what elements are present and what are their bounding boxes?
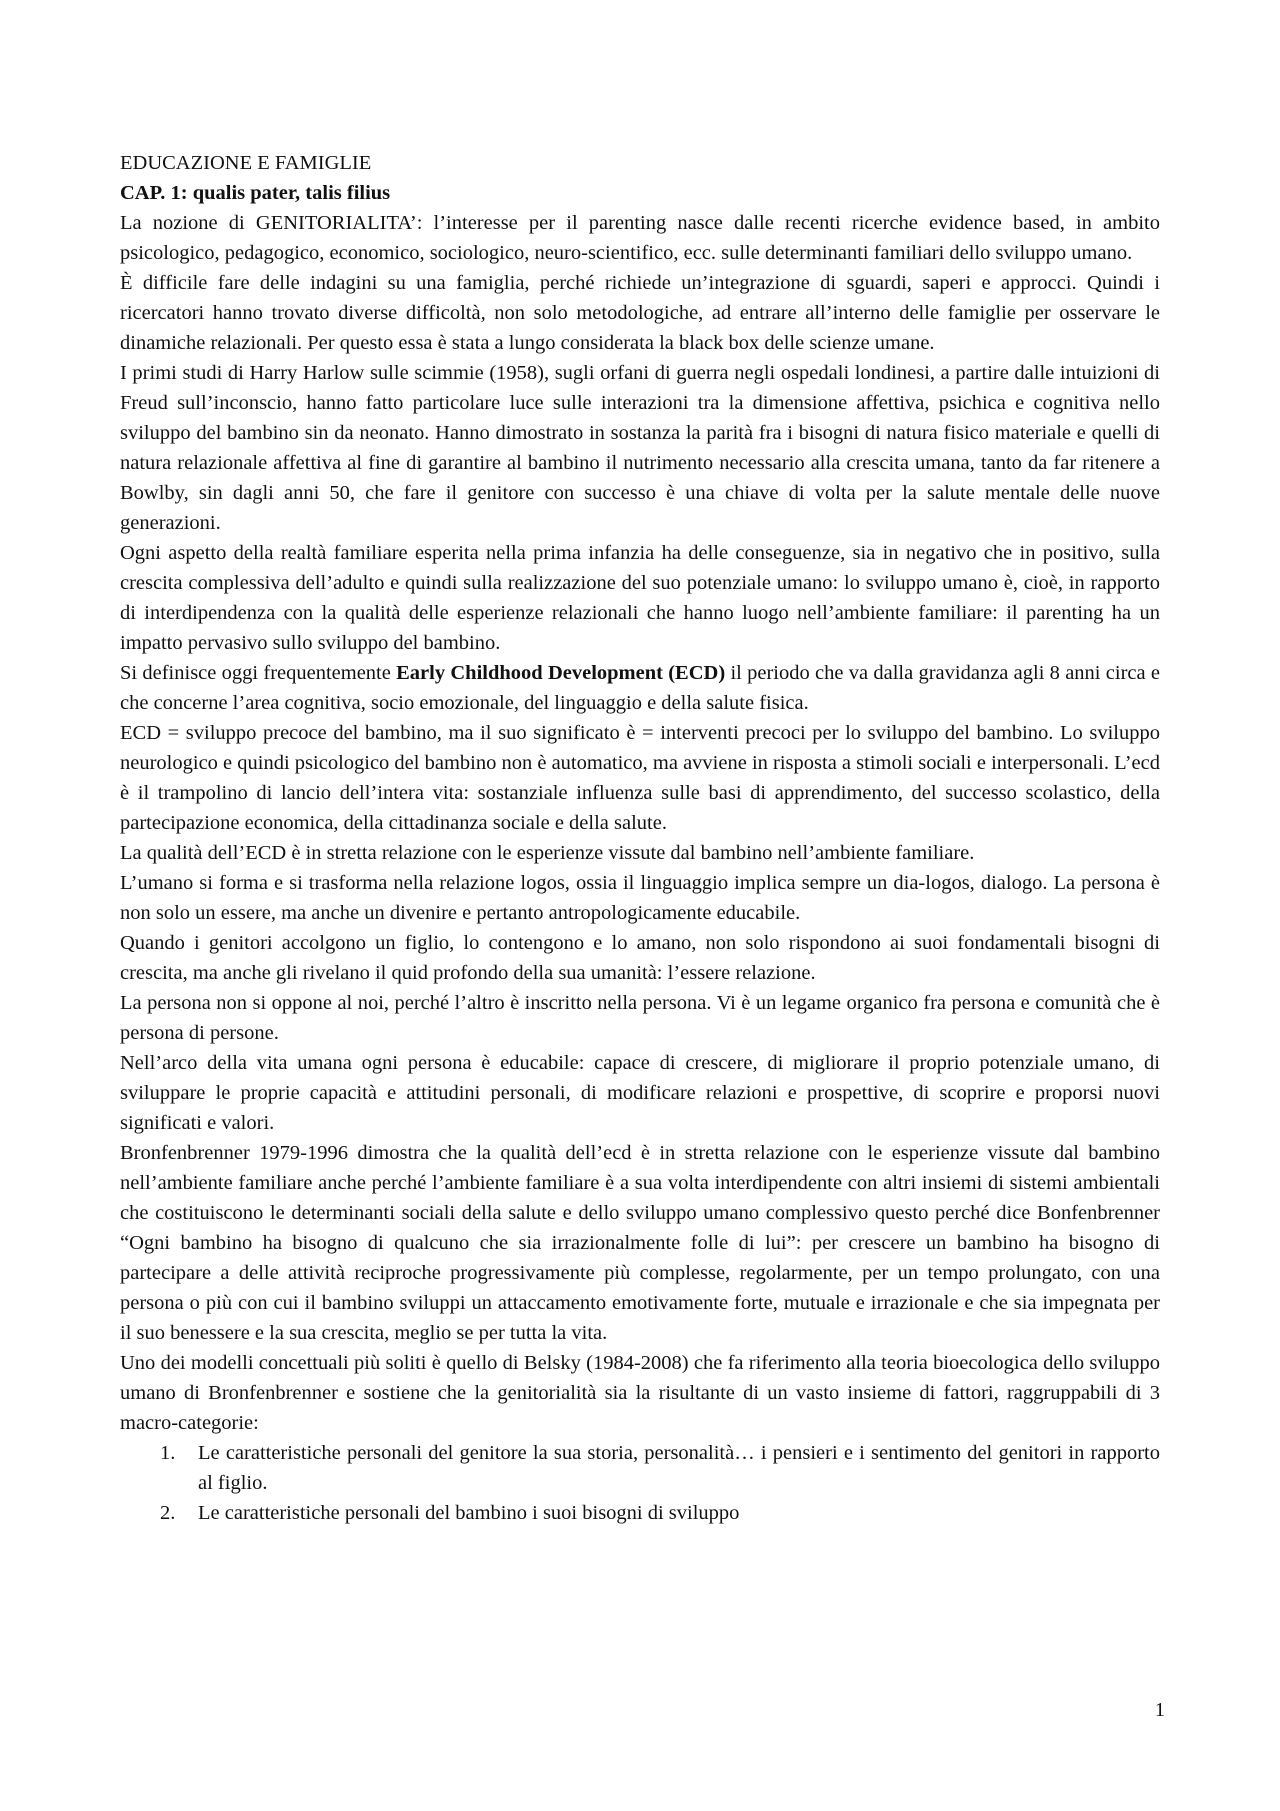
paragraph-parents-welcome: Quando i genitori accolgono un figlio, lo contengono e lo amano, non solo rispondono ai suoi fondamentali bisogni di crescita, ma anche gli rivelano il quid profondo della sua umanità: l’essere relazione. [120,932,1160,984]
list-item [160,1498,1160,1528]
list-item-text: Le caratteristiche personali del genitore la sua storia, personalità… i pensieri e i sentimento del genitori in rapporto al figlio. [198,1442,1160,1494]
page-number: 1 [1154,1699,1165,1721]
document-title: EDUCAZIONE E FAMIGLIE [120,152,372,174]
list-item-number: 2. [160,1502,176,1524]
paragraph-educable: Nell’arco della vita umana ogni persona è educabile: capace di crescere, di migliorare il proprio potenziale umano, di sviluppare le proprie capacità e attitudini personali, di modificare relazioni e prospettive, di scoprire e proporsi nuovi significati e valori. [120,1052,1160,1134]
paragraph-person-community: La persona non si oppone al noi, perché l’altro è inscritto nella persona. Vi è un legame organico fra persona e comunità che è persona di persone. [120,992,1160,1044]
paragraph-ecd-definition [120,658,1160,718]
ecd-term: Early Childhood Development (ECD) [396,662,726,684]
list-item-number: 1. [160,1442,176,1464]
macro-categories-list [120,1438,1160,1528]
paragraph-ecd-quality: La qualità dell’ECD è in stretta relazione con le esperienze vissute dal bambino nell’ambiente familiare. [120,842,975,864]
paragraph-family-reality: Ogni aspetto della realtà familiare esperita nella prima infanzia ha delle conseguenze, sia in negativo che in positivo, sulla crescita complessiva dell’adulto e quindi sulla realizzazione del suo potenziale umano: lo sviluppo umano è, cioè, in rapporto di interdipendenza con la qualità delle esperienze relazionali che hanno luogo nell’ambiente familiare: il parenting ha un impatto pervasivo sullo sviluppo del bambino. [120,542,1160,654]
ecd-definition-text: il periodo che va dalla gravidanza agli 8 anni circa e che concerne l’area cognitiva, socio emozionale, del linguaggio e della salute fisica. [120,662,1160,714]
chapter-heading: CAP. 1: qualis pater, talis filius [120,182,391,204]
paragraph-ecd-meaning: ECD = sviluppo precoce del bambino, ma il suo significato è = interventi precoci per lo sviluppo del bambino. Lo sviluppo neurologico e quindi psicologico del bambino non è automatico, ma avviene in risposta a stimoli sociali e interpersonali. L’ecd è il trampolino di lancio dell’intera vita: sostanziale influenza sulle basi di apprendimento, del successo scolastico, della partecipazione economica, della cittadinanza sociale e della salute. [120,722,1160,834]
paragraph-logos: L’umano si forma e si trasforma nella relazione logos, ossia il linguaggio implica sempre un dia-logos, dialogo. La persona è non solo un essere, ma anche un divenire e pertanto antropologicamente educabile. [120,872,1160,924]
paragraph-bronfenbrenner: Bronfenbrenner 1979-1996 dimostra che la qualità dell’ecd è in stretta relazione con le esperienze vissute dal bambino nell’ambiente familiare anche perché l’ambiente familiare è a sua volta interdipendente con altri insiemi di sistemi ambientali che costituiscono le determinanti sociali della salute e dello sviluppo umano complessivo questo perché dice Bonfenbrenner “Ogni bambino ha bisogno di qualcuno che sia irrazionalmente folle di lui”: per crescere un bambino ha bisogno di partecipare a delle attività reciproche progressivamente più complesse, regolarmente, per un tempo prolungato, con una persona o più con cui il bambino sviluppi un attaccamento emotivamente forte, mutuale e irrazionale e che sia impegnata per il suo benessere e la sua crescita, meglio se per tutta la vita. [120,1142,1160,1344]
paragraph-genitorialita: La nozione di GENITORIALITA’: l’interesse per il parenting nasce dalle recenti ricerche evidence based, in ambito psicologico, pedagogico, economico, sociologico, neuro-scientifico, ecc. sulle determinanti familiari dello sviluppo umano. [120,212,1160,264]
document-page [120,148,1160,1528]
ecd-intro-text: Si definisce oggi frequentemente [120,662,397,684]
list-item-text: Le caratteristiche personali del bambino i suoi bisogni di sviluppo [198,1502,740,1524]
list-item [160,1438,1160,1498]
paragraph-harlow-studies: I primi studi di Harry Harlow sulle scimmie (1958), sugli orfani di guerra negli ospedali londinesi, a partire dalle intuizioni di Freud sull’inconscio, hanno fatto particolare luce sulle interazioni tra la dimensione affettiva, psichica e cognitiva nello sviluppo del bambino sin da neonato. Hanno dimostrato in sostanza la parità fra i bisogni di natura fisico materiale e quelli di natura relazionale affettiva al fine di garantire al bambino il nutrimento necessario alla crescita umana, tanto da far ritenere a Bowlby, sin dagli anni 50, che fare il genitore con successo è una chiave di volta per la salute mentale delle nuove generazioni. [120,362,1160,534]
paragraph-black-box: È difficile fare delle indagini su una famiglia, perché richiede un’integrazione di sguardi, saperi e approcci. Quindi i ricercatori hanno trovato diverse difficoltà, non solo metodologiche, ad entrare all’interno delle famiglie per osservare le dinamiche relazionali. Per questo essa è stata a lungo considerata la black box delle scienze umane. [120,272,1160,354]
paragraph-belsky-model: Uno dei modelli concettuali più soliti è quello di Belsky (1984-2008) che fa riferimento alla teoria bioecologica dello sviluppo umano di Bronfenbrenner e sostiene che la genitorialità sia la risultante di un vasto insieme di fattori, raggruppabili di 3 macro-categorie: [120,1352,1160,1434]
